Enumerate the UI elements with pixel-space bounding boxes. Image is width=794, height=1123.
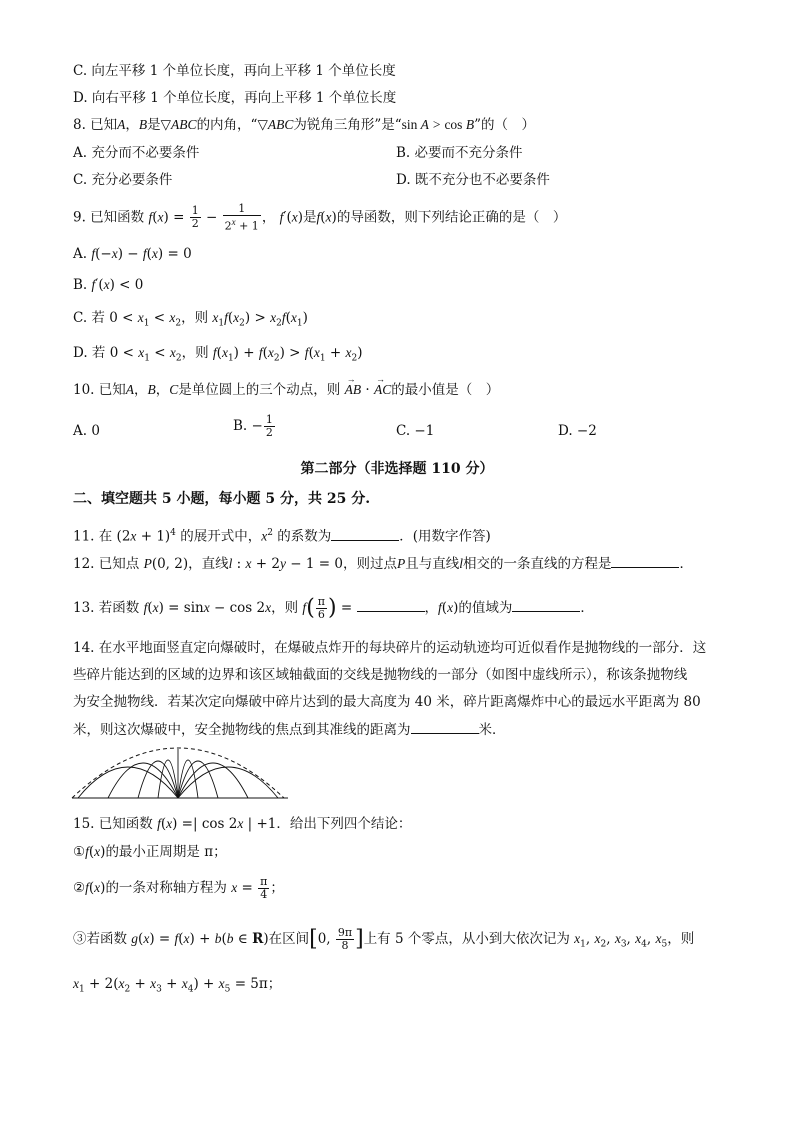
q9-option-d: D. 若 $0 < x_1 < x_2$，则 $f(x_1) + f(x_2) > f(x_1 + x_2)$ [73,345,363,364]
q14-line-3: 为安全抛物线．若某次定向爆破中碎片达到的最大高度为 40 米，碎片距离爆炸中心的最远水平距离为 80 [73,694,701,710]
q10-option-a: A. 0 [73,423,100,439]
q15-conclusion-3-formula: $x_1 + 2(x_2 + x_3 + x_4) + x_5 = 5\pi$； [73,976,282,995]
q11-answer-blank[interactable] [331,528,399,541]
q12-answer-blank[interactable] [611,555,679,568]
q10-option-b: B. − $\frac{1}{2}$ [233,413,273,439]
q8-option-d: D. 既不充分也不必要条件 [396,172,550,188]
q11: 11. 在 $(2x + 1)^4$ 的展开式中，$x^2$ 的系数为 ．(用数字作答) [73,528,491,545]
q15-stem: 15. 已知函数 f(x) =| cos 2x | +1．给出下列四个结论： [73,816,412,832]
q10-stem: 10. 已知A，B，C是单位圆上的三个动点，则 → AB · → AC的最小值是（ ） [73,381,499,399]
q14-line-2: 些碎片能达到的区域的边界和该区域轴截面的交线是抛物线的一部分（如图中虚线所示），称该条抛物线 [73,667,688,683]
q7-option-c: C. 向左平移 1 个单位长度，再向上平移 1 个单位长度 [73,63,396,79]
q8-stem: 8. 已知A，B是▽ABC的内角，“▽ABC为锐角三角形”是“sin A > cos B”的（ ） [73,117,535,133]
q14-line-4: 米，则这次爆破中，安全抛物线的焦点到其准线的距离为 米． [73,722,506,738]
q14-line-1: 14. 在水平地面竖直定向爆破时，在爆破点炸开的每块碎片的运动轨迹均可近似看作是抛物线的一部分．这 [73,640,707,656]
q12: 12. 已知点 P(0, 2)，直线l : x + 2y − 1 = 0，则过点P且与直线l相交的一条直线的方程是 ． [73,556,693,572]
q8-option-c: C. 充分必要条件 [73,172,173,188]
part-two-heading: 第二部分（非选择题 110 分） [300,461,494,477]
q9-option-a: A. f(−x) − f(x) = 0 [73,246,192,262]
q8-option-a: A. 充分而不必要条件 [73,145,200,161]
q9-stem: 9. 已知函数 f(x) = $\frac{1}{2}$ − $\frac{1}{2^x + 1}$ ， f′(x)是f(x)的导函数，则下列结论正确的是（ ） [73,202,567,233]
q10-option-d: D. −2 [558,423,597,439]
fragment-trajectories [78,749,278,798]
q15-conclusion-2: ②f(x)的一条对称轴方程为 x = $\frac{\pi}{4}$ ； [73,875,284,901]
q9-option-c: C. 若 $0 < x_1 < x_2$，则 $x_1f(x_2) > x_2f(x_1)$ [73,310,308,329]
q15-conclusion-3: ③若函数 g(x) = f(x) + b(b ∈ R)在区间[0, $\frac{9\pi}{8}$ ]上有 5 个零点，从小到大依次记为 $x_1$, $x_2$, $x_3$, $x_4$, $x_5$，则 [73,926,695,952]
q13-answer-blank-1[interactable] [357,599,425,612]
q13-answer-blank-2[interactable] [512,599,580,612]
q7-option-d: D. 向右平移 1 个单位长度，再向上平移 1 个单位长度 [73,90,397,106]
section-two-heading: 二、填空题共 5 小题，每小题 5 分，共 25 分. [73,491,371,507]
parabola-trajectory-diagram [70,746,292,802]
q10-option-c: C. −1 [396,423,435,439]
q8-option-b: B. 必要而不充分条件 [396,145,523,161]
q14-answer-blank[interactable] [411,721,479,734]
q15-conclusion-1: ①f(x)的最小正周期是 π； [73,844,227,860]
q9-option-b: B. f′(x) < 0 [73,277,144,293]
q13: 13. 若函数 f(x) = sinx − cos 2x，则 f( $\frac{\pi}{6}$ ) = ，f(x)的值域为 ． [73,595,594,621]
